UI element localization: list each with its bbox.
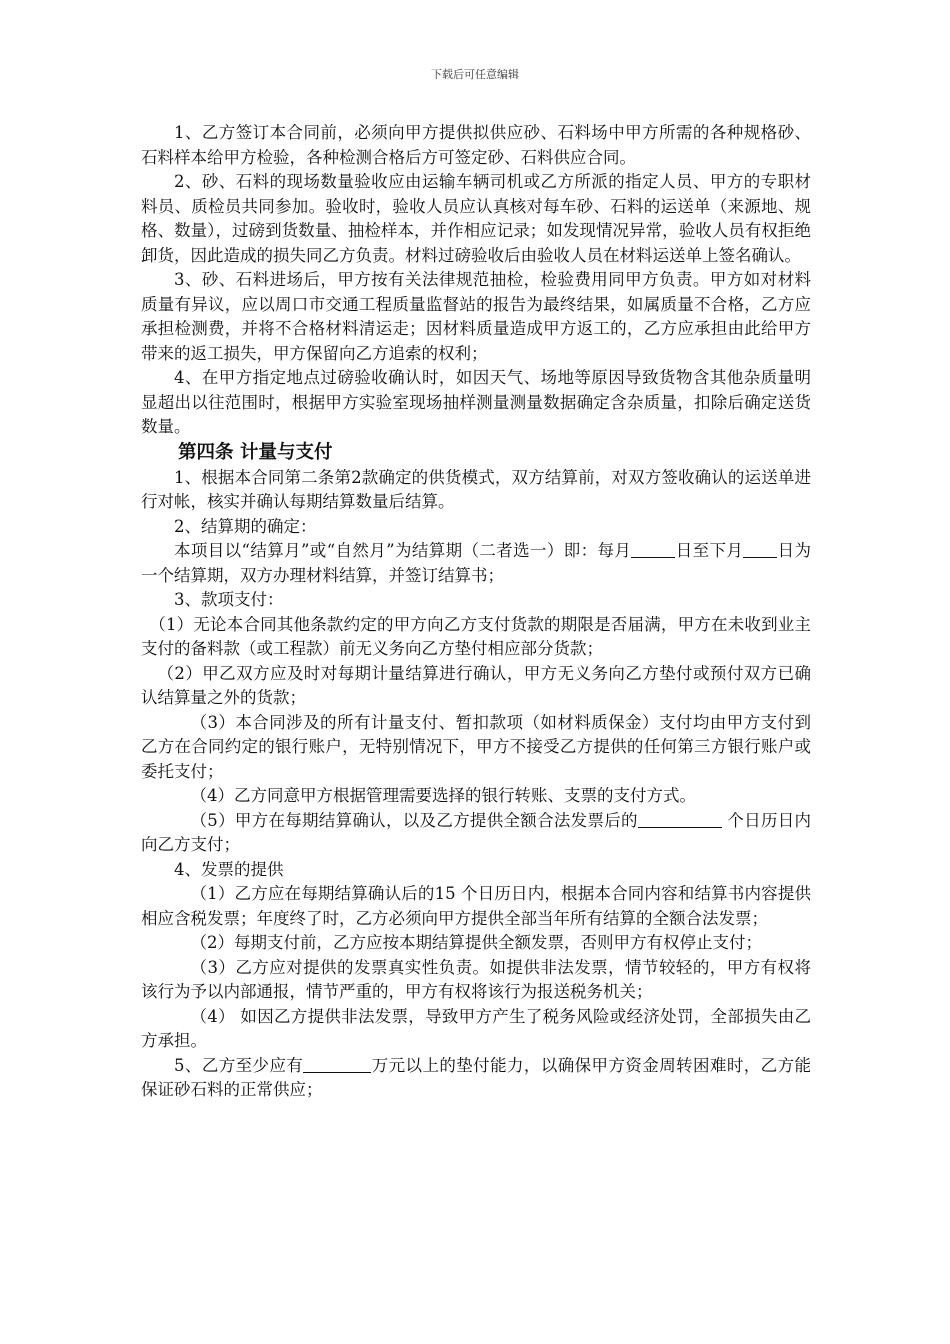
payment-sub-2: （2）甲乙双方应及时对每期计量结算进行确认，甲方无义务向乙方垫付或预付双方已确认结算量之外的货款；: [141, 663, 811, 707]
payment-sub-4: （4）乙方同意甲方根据管理需要选择的银行转账、支票的支付方式。: [190, 786, 696, 805]
blank-advance-amount: [303, 1055, 371, 1073]
clause-4-item-4-title: 4、发票的提供: [174, 859, 284, 879]
section-4-title: 第四条 计量与支付: [178, 441, 333, 463]
payment-sub-5-text-a: （5）甲方在每期结算确认，以及乙方提供全额合法发票后的: [190, 810, 638, 830]
payment-sub-5: [141, 809, 811, 858]
payment-sub-3: （3）本合同涉及的所有计量支付、暂扣款项（如材料质保金）支付均由甲方支付到乙方在合同约定的银行账户，无特别情况下，甲方不接受乙方提供的任何第三方银行账户或委托支付；: [141, 712, 811, 781]
invoice-sub-2: （2）每期支付前，乙方应按本期结算提供全额发票，否则甲方有权停止支付；: [190, 933, 762, 952]
clause-3-item-2: 2、砂、石料的现场数量验收应由运输车辆司机或乙方所派的指定人员、甲方的专职材料员、质检员共同参加。验收时，验收人员应认真核对每车砂、石料的运送单（来源地、规格、数量），过磅到货数量、抽检样本，并作相应记录；如发现情况异常，验收人员有权拒绝卸货，因此造成的损失同乙方负责。材料过磅验收后由验收人员在材料运送单上签名确认。: [141, 172, 811, 265]
clause-4-item-2-title: 2、结算期的确定：: [174, 516, 317, 536]
clause-4-item-1: 1、根据本合同第二条第2款确定的供货模式，双方结算前，对双方签收确认的运送单进行对帐，核实并确认每期结算数量后结算。: [141, 467, 811, 511]
blank-payment-days: [638, 810, 722, 828]
payment-sub-1: （1）无论本合同其他条款约定的甲方向乙方支付货款的期限是否届满，甲方在未收到业主支付的备料款（或工程款）前无义务向乙方垫付相应部分货款；: [141, 614, 811, 658]
clause-4-item-2-body: [141, 539, 811, 588]
item-5-text-b: 万元以上的垫付能力，以确保甲方资金周转困难时，乙方能保证砂石料的正常供应；: [141, 1055, 812, 1099]
invoice-sub-3: （3）乙方应对提供的发票真实性负责。如提供非法发票，情节较轻的，甲方有权将该行为予以内部通报，情节严重的，甲方有权将该行为报送税务机关；: [141, 957, 811, 1001]
invoice-sub-1: （1）乙方应在每期结算确认后的15 个日历日内，根据本合同内容和结算书内容提供相应含税发票；年度终了时，乙方必须向甲方提供全部当年所有结算的全额合法发票；: [141, 884, 811, 928]
settlement-text-b: 日至下月: [675, 541, 744, 560]
settlement-text-c: 日为一个结算期，双方办理材料结算，并签订结算书；: [141, 541, 812, 585]
blank-end-day: [743, 541, 777, 559]
item-5-text-a: 5、乙方至少应有: [174, 1055, 304, 1075]
clause-3-item-4: 4、在甲方指定地点过磅验收确认时，如因天气、场地等原因导致货物含其他杂质量明显超出以往范围时，根据甲方实验室现场抽样测量测量数据确定含杂质量，扣除后确定送货数量。: [141, 368, 811, 436]
clause-4-item-3-title: 3、款项支付：: [174, 590, 284, 609]
blank-start-day: [631, 541, 675, 559]
settlement-text-a: 本项目以“结算月”或“自然月”为结算期（二者选一）即：每月: [174, 541, 632, 560]
payment-sub-5-text-b: 个日历日内向乙方支付；: [141, 810, 812, 854]
document-body: [141, 121, 811, 1103]
page-header: 下载后可任意编辑: [431, 68, 519, 81]
invoice-sub-4: （4） 如因乙方提供非法发票，导致甲方产生了税务风险或经济处罚，全部损失由乙方承担。: [141, 1006, 811, 1050]
clause-3-item-3: 3、砂、石料进场后，甲方按有关法律规范抽检，检验费用同甲方负责。甲方如对材料质量有异议，应以周口市交通工程质量监督站的报告为最终结果，如属质量不合格，乙方应承担检测费，并将不合格材料清运走；因材料质量造成甲方返工的，乙方应承担由此给甲方带来的返工损失，甲方保留向乙方追索的权利；: [141, 270, 811, 363]
clause-4-item-5: [141, 1054, 811, 1103]
clause-3-item-1: 1、乙方签订本合同前，必须向甲方提供拟供应砂、石料场中甲方所需的各种规格砂、石料样本给甲方检验，各种检测合格后方可签定砂、石料供应合同。: [141, 123, 811, 167]
